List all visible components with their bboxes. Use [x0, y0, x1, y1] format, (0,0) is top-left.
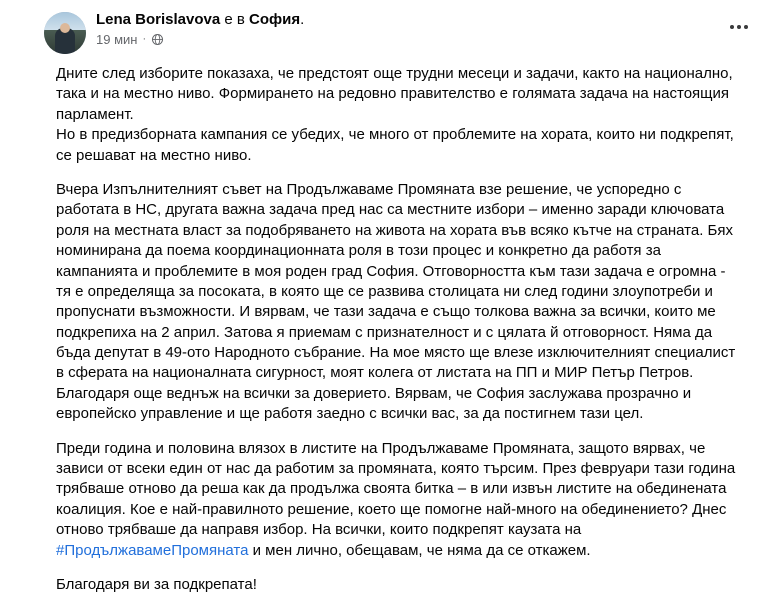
post-paragraph-with-hashtag [56, 439, 744, 561]
meta-separator: · [142, 33, 147, 46]
post-header-text [96, 10, 304, 48]
author-place[interactable]: София [249, 11, 301, 28]
ellipsis-icon-dot [730, 25, 734, 29]
avatar-photo-head [60, 23, 70, 33]
globe-icon[interactable] [151, 33, 164, 46]
author-suffix: . [300, 11, 305, 28]
post-timestamp[interactable]: 19 мин [96, 32, 138, 47]
avatar[interactable] [44, 12, 86, 54]
paragraph-text-before: Преди година и половина влязох в листите на Продължаваме Промяната, защото вярвах, че зависи от всеки един от нас да работим за промяната, която търсим. През февруари тази година трябваше отново да реша как да продължа своята битка – в или извън листите на обединената коалиция. Кое е най-правилното решение, което ще помогне най-много на обединението? Днес отново трябваше да направя избор. На всички, които подкрепят каузата на [56, 439, 740, 539]
post-meta [96, 32, 304, 48]
author-line [96, 11, 304, 29]
ellipsis-icon-dot [744, 25, 748, 29]
post-paragraph: Вчера Изпълнителният съвет на Продължаваме Промяната взе решение, че успоредно с работата в НС, другата важна задача пред нас са местните избори – именно заради ключовата роля на местната власт за подобряването на живота на хората във всяко кътче на страната. Бях номинирана да поема координационната роля в този процес и конкретно да работя за кампанията и проблемите в моя роден град София. Отговорността към тази задача е огромна - тя е определяща за посоката, в която ще се развива столицата ни след години злоупотреби и пропуснати възможности. И вярвам, че тази задача е също толкова важна за всички, които ме подкрепиха на 2 април. Затова я приемам с признателност и с цялата й отговорност. Няма да бъда депутат в 49-ото Народното събрание. На мое място ще влезе изключителният специалист в сферата на националната сигурност, моят колега от листата на ПП и МИР Петър Петров. Благодаря още веднъж на всички за доверието. Вярвам, че София заслужава прозрачно и европейско управление и ще работя заедно с всички вас, за да постигнем тази цел. [56, 180, 740, 423]
author-connector-text: е в [224, 11, 245, 28]
post-paragraph: Дните след изборите показаха, че предстоят още трудни месеци и задачи, както на национално, така и на местно ниво. Формирането на редовно правителство е голямата задача на настоящия парламент. [56, 65, 737, 123]
post-more-options-button[interactable] [724, 16, 754, 38]
post-header [0, 0, 768, 58]
post-paragraph: Но в предизборната кампания се убедих, че много от проблемите на хората, които ни подкрепят, се решават на местно ниво. [56, 126, 738, 164]
paragraph-text-after: и мен лично, обещавам, че няма да се откажем. [248, 541, 591, 559]
post-closing-line: Благодаря ви за подкрепата! [56, 575, 257, 593]
post-body [0, 58, 768, 595]
hashtag-link[interactable]: #ПродължавамеПромяната [56, 541, 249, 559]
ellipsis-icon-dot [737, 25, 741, 29]
author-name[interactable]: Lena Borislavova [96, 11, 221, 28]
